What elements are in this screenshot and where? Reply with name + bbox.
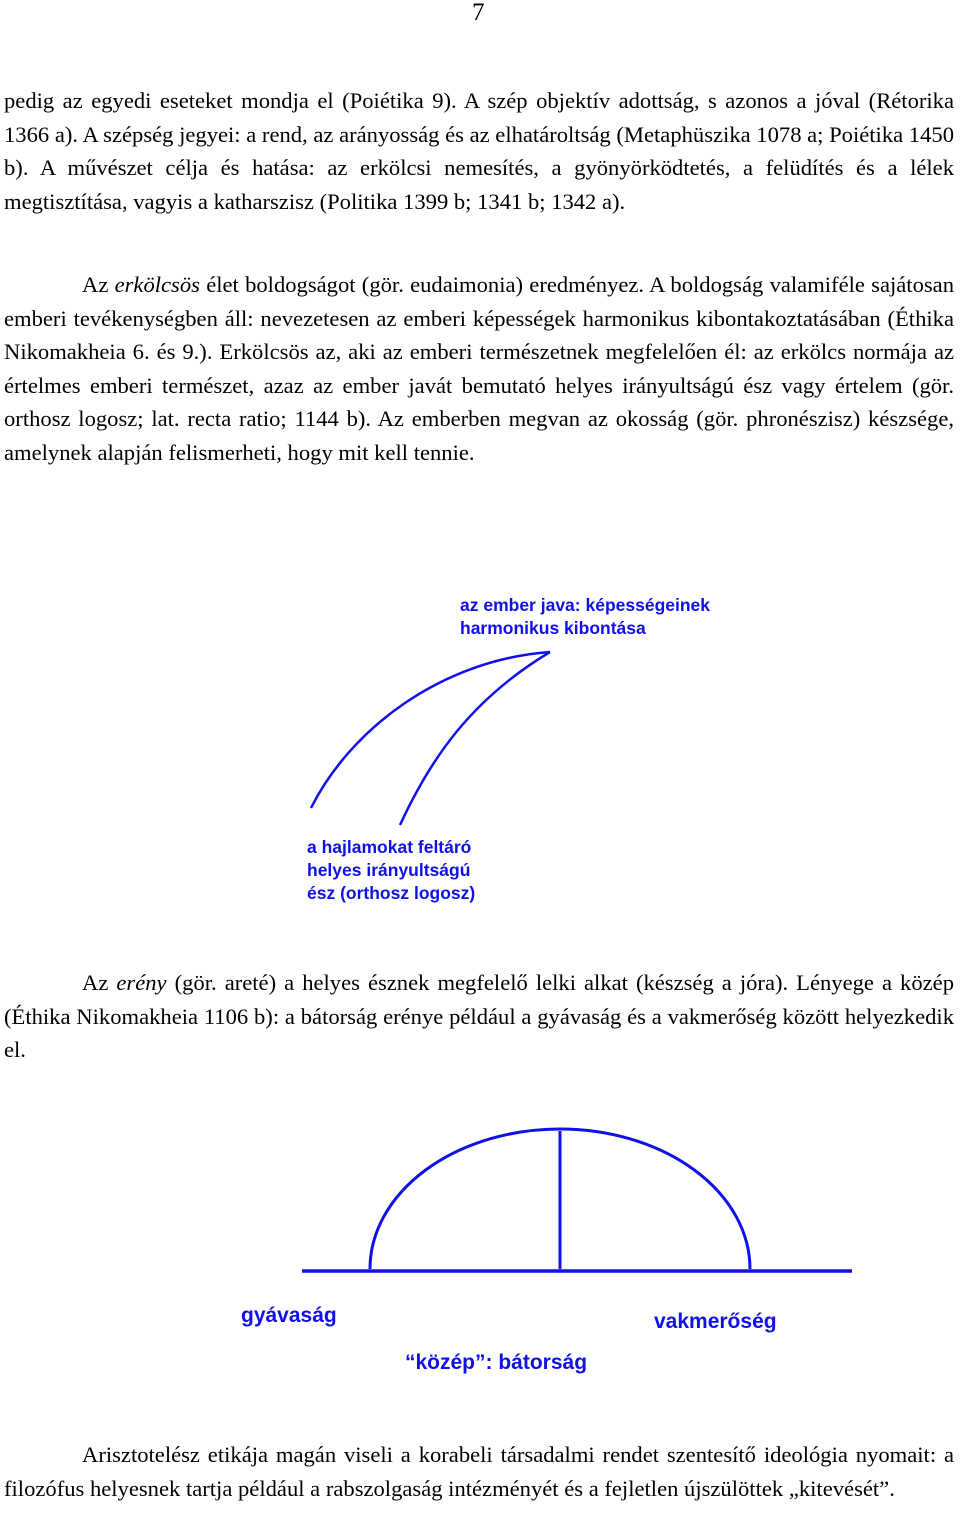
paragraph-ethics-post: élet boldogságot (gör. eudaimonia) eredményez. A boldogság valamiféle sajátosan emberi tevékenységben áll: nevezetesen az emberi képességek harmonikus kibontakoztatásában (Éthika Nikomakheia 6. és 9.). Erkölcsös az, aki az emberi természetnek megfelelően él: az erkölcs normája az értelmes emberi természet, azaz az ember javát bemutató helyes irányultságú ész vagy értelem (gör. orthosz logosz; lat. recta ratio; 1144 b). Az emberben megvan az okosság (gör. phronészisz) készsége, amelynek alapján felismerheti, hogy mit kell tennie.	[4, 272, 954, 465]
diagram-top-label	[460, 594, 710, 640]
paragraph-virtue-italic: erény	[116, 970, 167, 995]
label-mean-courage: “közép”: bátorság	[405, 1351, 588, 1374]
paragraph-ideology: Arisztotelész etikája magán viseli a korabeli társadalmi rendet szentesítő ideológia nyomait: a filozófus helyesnek tartja például a rabszolgaság intézményét és a fejletlen újszülöttek „kitevését”.	[4, 1442, 954, 1501]
diagram-bottom-label-line-3: ész (orthosz logosz)	[307, 883, 476, 903]
label-recklessness: vakmerőség	[654, 1310, 777, 1333]
diagram-bottom-label-line-2: helyes irányultságú	[307, 860, 471, 880]
diagram-bottom-label	[307, 836, 475, 905]
diagram-top-label-line-1: az ember java: képességeinek	[460, 595, 711, 615]
paragraph-virtue	[4, 966, 954, 1067]
inner-curve	[400, 652, 550, 825]
paragraph-ethics-italic: erkölcsös	[114, 272, 200, 297]
page-number: 7	[472, 0, 485, 26]
diagram-bottom-label-line-1: a hajlamokat feltáró	[307, 837, 472, 857]
label-cowardice: gyávaság	[241, 1304, 337, 1327]
paragraph-virtue-pre: Az	[82, 970, 117, 995]
diagram-top-label-line-2: harmonikus kibontása	[460, 618, 646, 638]
paragraph-ethics-pre: Az	[82, 272, 115, 297]
curve-diagram	[311, 652, 550, 825]
semicircle-diagram	[302, 1129, 852, 1271]
paragraph-aesthetics: pedig az egyedi eseteket mondja el (Poiétika 9). A szép objektív adottság, s azonos a jóval (Rétorika 1366 a). A szépség jegyei: a rend, az arányosság és az elhatároltság (Metaphüszika 1078 a; Poiétika 1450 b). A művészet célja és hatása: az erkölcsi nemesítés, a gyönyörködtetés, a felüdítés és a lélek megtisztítása, vagyis a katharszisz (Politika 1399 b; 1341 b; 1342 a).	[4, 88, 954, 214]
paragraph-virtue-post: (gör. areté) a helyes észnek megfelelő lelki alkat (készség a jóra). Lényege a közép (Éthika Nikomakheia 1106 b): a bátorság erénye például a gyávaság és a vakmerőség között helyezkedik el.	[4, 970, 954, 1062]
